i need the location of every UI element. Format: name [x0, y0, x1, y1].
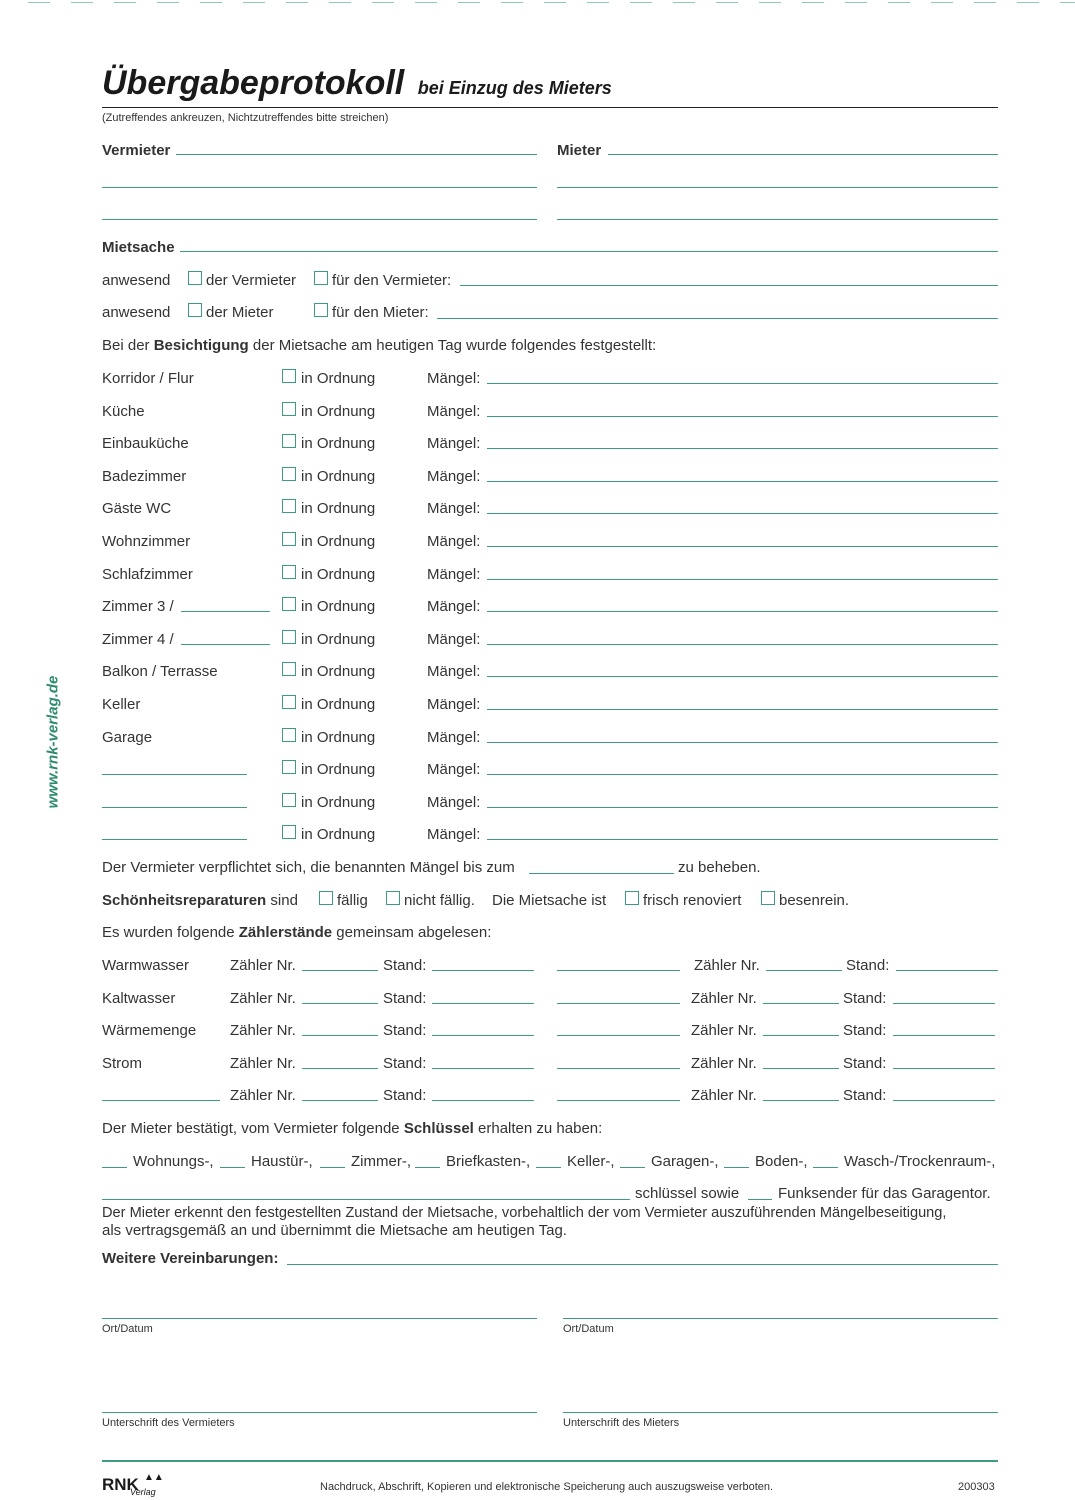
mietsache-label: Mietsache	[102, 239, 175, 256]
cut-dash	[802, 2, 824, 3]
key-count-line[interactable]	[415, 1167, 440, 1168]
cut-dash	[716, 2, 738, 3]
repair-date-line[interactable]	[529, 873, 674, 874]
maengel-label: Mängel:	[427, 696, 481, 713]
key-count-line[interactable]	[220, 1167, 245, 1168]
cut-dash	[329, 2, 351, 3]
zaehler-label: Zähler Nr.	[230, 1054, 296, 1072]
maengel-label: Mängel:	[427, 435, 481, 453]
in-ordnung-label: in Ordnung	[301, 500, 376, 518]
ort-datum-label-mieter: Ort/Datum	[563, 1323, 614, 1335]
in-ordnung-checkbox[interactable]	[282, 369, 296, 383]
zaehler-label-2: Zähler Nr.	[691, 1054, 757, 1072]
zaehler-line-2[interactable]	[763, 1003, 839, 1004]
mieter-line-3[interactable]	[557, 219, 998, 220]
in-ordnung-label: in Ordnung	[301, 370, 376, 387]
meter-name-line-2[interactable]	[557, 970, 680, 971]
in-ordnung-checkbox[interactable]	[282, 695, 296, 709]
key-label: Wasch-/Trockenraum-,	[844, 1153, 996, 1170]
maengel-line[interactable]	[487, 416, 998, 417]
in-ordnung-checkbox[interactable]	[282, 565, 296, 579]
in-ordnung-label: in Ordnung	[301, 598, 376, 616]
title-text: Übergabeprotokoll	[102, 64, 405, 102]
cut-dash	[587, 2, 609, 3]
stand-line[interactable]	[432, 970, 534, 971]
fuer-mieter-line[interactable]	[437, 318, 998, 319]
room-custom-line[interactable]	[102, 839, 247, 840]
maengel-label: Mängel:	[427, 533, 481, 550]
nicht-faellig-checkbox[interactable]	[386, 891, 400, 905]
cut-dash	[415, 2, 437, 3]
room-label: Schlafzimmer	[102, 565, 193, 583]
intro-pre: Bei der	[102, 337, 154, 354]
weitere-line[interactable]	[287, 1264, 998, 1265]
vermieter-line-3[interactable]	[102, 219, 537, 220]
in-ordnung-label: in Ordnung	[301, 565, 376, 583]
zaehler-line[interactable]	[302, 1068, 378, 1069]
besenrein-label: besenrein.	[779, 892, 850, 909]
maengel-label: Mängel:	[427, 467, 481, 485]
maengel-line[interactable]	[487, 644, 998, 645]
stand-line[interactable]	[432, 1068, 534, 1069]
maengel-line[interactable]	[487, 513, 998, 514]
logo-arrow-icon: ▲▲	[144, 1472, 164, 1483]
cut-dash	[845, 2, 867, 3]
anwesend-label-1: anwesend	[102, 272, 171, 289]
in-ordnung-label: in Ordnung	[301, 696, 376, 713]
room-label: Korridor / Flur	[102, 370, 194, 387]
key-count-line[interactable]	[620, 1167, 645, 1168]
cut-dash	[243, 2, 265, 3]
maengel-label: Mängel:	[427, 663, 481, 681]
signature-label-mieter: Unterschrift des Mieters	[563, 1417, 680, 1429]
ort-datum-label-vermieter: Ort/Datum	[102, 1323, 153, 1335]
zaehler-line[interactable]	[302, 1003, 378, 1004]
room-label: Zimmer 3 /	[102, 598, 174, 616]
stand-line-2[interactable]	[893, 1035, 995, 1036]
cut-dash	[759, 2, 781, 3]
in-ordnung-label: in Ordnung	[301, 630, 376, 648]
anwesend-vermieter-checkbox[interactable]	[188, 271, 202, 285]
cut-dash	[673, 2, 695, 3]
fuer-vermieter-checkbox[interactable]	[314, 271, 328, 285]
maengel-label: Mängel:	[427, 402, 481, 420]
maengel-line[interactable]	[487, 481, 998, 482]
maengel-label: Mängel:	[427, 761, 481, 779]
stand-line-2[interactable]	[896, 970, 998, 971]
room-label: Küche	[102, 402, 145, 420]
zaehler-label-2: Zähler Nr.	[691, 1022, 757, 1040]
maengel-label: Mängel:	[427, 370, 481, 387]
zaehler-line-2[interactable]	[763, 1068, 839, 1069]
frisch-renoviert-label: frisch renoviert	[643, 892, 742, 909]
maengel-label: Mängel:	[427, 793, 481, 811]
zaehler-label-2: Zähler Nr.	[694, 957, 760, 974]
weitere-label: Weitere Vereinbarungen:	[102, 1250, 279, 1267]
zaehler-label-2: Zähler Nr.	[691, 1087, 757, 1105]
in-ordnung-label: in Ordnung	[301, 435, 376, 453]
cut-dash	[286, 2, 308, 3]
keys-intro-post: erhalten zu haben:	[473, 1120, 603, 1137]
funksender-label: Funksender für das Garagentor.	[778, 1185, 991, 1202]
signature-line-mieter[interactable]	[563, 1412, 998, 1413]
mieter-line-1[interactable]	[608, 154, 998, 155]
cut-dash	[71, 2, 93, 3]
maengel-label: Mängel:	[427, 598, 481, 616]
room-extra-line[interactable]	[181, 611, 270, 612]
key-label: Boden-,	[755, 1153, 808, 1170]
in-ordnung-checkbox[interactable]	[282, 793, 296, 807]
vermieter-line-2[interactable]	[102, 187, 537, 188]
in-ordnung-checkbox[interactable]	[282, 728, 296, 742]
key-label: Zimmer-,	[351, 1153, 411, 1170]
room-label: Gäste WC	[102, 500, 172, 518]
stand-label: Stand:	[383, 1054, 427, 1072]
cut-dash	[630, 2, 652, 3]
copyright-notice: Nachdruck, Abschrift, Kopieren und elektronische Speicherung auch auszugsweise verboten.	[320, 1481, 774, 1493]
meters-intro-pre: Es wurden folgende	[102, 924, 239, 941]
maengel-line[interactable]	[487, 676, 998, 677]
cut-dash	[372, 2, 394, 3]
fuer-mieter-label: für den Mieter:	[332, 304, 429, 321]
faellig-label: fällig	[337, 892, 368, 909]
key-count-line[interactable]	[536, 1167, 561, 1168]
key-count-line[interactable]	[320, 1167, 345, 1168]
mieter-line-2[interactable]	[557, 187, 998, 188]
maengel-line[interactable]	[487, 579, 998, 580]
stand-label-2: Stand:	[843, 989, 887, 1007]
meters-intro	[102, 924, 491, 942]
in-ordnung-checkbox[interactable]	[282, 532, 296, 546]
meter-name-line-2[interactable]	[557, 1035, 680, 1036]
key-count-line[interactable]	[724, 1167, 749, 1168]
schoen-label	[102, 892, 298, 910]
other-keys-line[interactable]	[102, 1199, 630, 1200]
in-ordnung-label: in Ordnung	[301, 402, 376, 420]
cut-dash	[1060, 2, 1075, 3]
key-label: Haustür-,	[251, 1153, 313, 1170]
stand-label-2: Stand:	[843, 1054, 887, 1072]
nicht-faellig-label: nicht fällig.	[404, 892, 475, 909]
stand-label-2: Stand:	[843, 1087, 887, 1105]
vermieter-line-1[interactable]	[176, 154, 537, 155]
room-label: Einbauküche	[102, 435, 189, 453]
room-label: Keller	[102, 696, 141, 713]
schoen-bold: Schönheitsreparaturen	[102, 892, 267, 909]
ort-datum-line-vermieter[interactable]	[102, 1318, 537, 1319]
acknowledge-line-1: Der Mieter erkennt den festgestellten Zustand der Mietsache, vorbehaltlich der vom Vermieter auszuführenden Mängelbeseitigung,	[102, 1205, 947, 1221]
maengel-label: Mängel:	[427, 728, 481, 746]
meters-intro-post: gemeinsam abgelesen:	[332, 924, 492, 941]
meter-name-line-2[interactable]	[557, 1068, 680, 1069]
cut-dash	[931, 2, 953, 3]
key-label: Wohnungs-,	[133, 1153, 214, 1170]
in-ordnung-checkbox[interactable]	[282, 597, 296, 611]
mietsache-ist-label: Die Mietsache ist	[492, 892, 607, 909]
in-ordnung-label: in Ordnung	[301, 467, 376, 485]
subtitle-text: bei Einzug des Mieters	[417, 78, 612, 98]
schoen-sind: sind	[270, 892, 298, 909]
key-count-line[interactable]	[813, 1167, 838, 1168]
key-label: Briefkasten-,	[446, 1153, 531, 1170]
maengel-label: Mängel:	[427, 826, 481, 844]
maengel-line[interactable]	[487, 807, 998, 808]
in-ordnung-checkbox[interactable]	[282, 499, 296, 513]
stand-line-2[interactable]	[893, 1003, 995, 1004]
zaehler-line-2[interactable]	[766, 970, 842, 971]
room-custom-line[interactable]	[102, 807, 247, 808]
repair-post: zu beheben.	[678, 859, 761, 876]
in-ordnung-checkbox[interactable]	[282, 825, 296, 839]
maengel-label: Mängel:	[427, 565, 481, 583]
in-ordnung-checkbox[interactable]	[282, 760, 296, 774]
maengel-line[interactable]	[487, 611, 998, 612]
keys-intro	[102, 1120, 602, 1138]
signature-label-vermieter: Unterschrift des Vermieters	[102, 1417, 235, 1429]
mietsache-line[interactable]	[180, 251, 998, 252]
room-custom-line[interactable]	[102, 774, 247, 775]
room-label: Badezimmer	[102, 467, 187, 485]
zaehler-line[interactable]	[302, 1100, 378, 1101]
keys-intro-pre: Der Mieter bestätigt, vom Vermieter folgende	[102, 1120, 404, 1137]
rnk-logo	[102, 1472, 164, 1497]
maengel-line[interactable]	[487, 709, 998, 710]
ort-datum-line-mieter[interactable]	[563, 1318, 998, 1319]
meter-label: Wärmemenge	[102, 1022, 197, 1040]
acknowledge-line-2: als vertragsgemäß an und übernimmt die Mietsache am heutigen Tag.	[102, 1222, 567, 1239]
zaehler-line-2[interactable]	[763, 1100, 839, 1101]
cut-dash	[28, 2, 50, 3]
side-url: www.rnk-verlag.de	[44, 675, 62, 809]
meter-label: Kaltwasser	[102, 989, 176, 1007]
meter-label: Warmwasser	[102, 957, 189, 974]
in-ordnung-label: in Ordnung	[301, 793, 376, 811]
room-extra-line[interactable]	[181, 644, 270, 645]
meter-label: Strom	[102, 1054, 143, 1072]
maengel-label: Mängel:	[427, 500, 481, 518]
maengel-line[interactable]	[487, 383, 998, 384]
stand-line[interactable]	[432, 1035, 534, 1036]
zaehler-label: Zähler Nr.	[230, 989, 296, 1007]
cut-dash	[1017, 2, 1039, 3]
cut-dash	[157, 2, 179, 3]
page-title	[102, 64, 612, 103]
zaehler-label: Zähler Nr.	[230, 1022, 296, 1040]
cut-dash	[974, 2, 996, 3]
key-label: Keller-,	[567, 1153, 615, 1170]
meter-custom-line[interactable]	[102, 1100, 220, 1101]
instruction-note: (Zutreffendes ankreuzen, Nichtzutreffendes bitte streichen)	[102, 112, 389, 124]
stand-label: Stand:	[383, 989, 427, 1007]
stand-label: Stand:	[383, 1022, 427, 1040]
zaehler-line[interactable]	[302, 970, 378, 971]
cut-dash	[114, 2, 136, 3]
stand-line[interactable]	[432, 1100, 534, 1101]
stand-line-2[interactable]	[893, 1100, 995, 1101]
anwesend-label-2: anwesend	[102, 304, 171, 321]
room-label: Balkon / Terrasse	[102, 663, 218, 681]
room-label: Wohnzimmer	[102, 533, 191, 550]
cut-dash	[200, 2, 222, 3]
maengel-line[interactable]	[487, 742, 998, 743]
in-ordnung-label: in Ordnung	[301, 826, 376, 844]
der-mieter-label: der Mieter	[206, 304, 274, 321]
stand-line[interactable]	[432, 1003, 534, 1004]
zaehler-line[interactable]	[302, 1035, 378, 1036]
maengel-line[interactable]	[487, 448, 998, 449]
vermieter-label: Vermieter	[102, 142, 171, 159]
logo-sub-text: Verlag	[130, 1487, 156, 1497]
besenrein-checkbox[interactable]	[761, 891, 775, 905]
der-vermieter-label: der Vermieter	[206, 272, 297, 289]
maengel-line[interactable]	[487, 839, 998, 840]
stand-label-2: Stand:	[843, 1022, 887, 1040]
cut-dash	[888, 2, 910, 3]
keys-intro-bold: Schlüssel	[403, 1120, 474, 1137]
stand-label: Stand:	[383, 957, 427, 974]
schluessel-sowie-label: schlüssel sowie	[635, 1185, 740, 1202]
cut-dash	[458, 2, 480, 3]
stand-line-2[interactable]	[893, 1068, 995, 1069]
fuer-vermieter-line[interactable]	[460, 285, 998, 286]
room-label: Garage	[102, 728, 153, 746]
signature-line-vermieter[interactable]	[102, 1412, 537, 1413]
footer-rule	[102, 1460, 998, 1462]
maengel-line[interactable]	[487, 774, 998, 775]
cut-dash	[501, 2, 523, 3]
maengel-line[interactable]	[487, 546, 998, 547]
intro-bold: Besichtigung	[153, 337, 249, 354]
maengel-label: Mängel:	[427, 630, 481, 648]
funksender-count-line[interactable]	[748, 1199, 772, 1200]
faellig-checkbox[interactable]	[319, 891, 333, 905]
frisch-renoviert-checkbox[interactable]	[625, 891, 639, 905]
mieter-label: Mieter	[557, 142, 602, 159]
form-code: 200303	[958, 1481, 995, 1493]
zaehler-label: Zähler Nr.	[230, 957, 296, 974]
intro-post: der Mietsache am heutigen Tag wurde folgendes festgestellt:	[248, 337, 657, 354]
meter-name-line-2[interactable]	[557, 1003, 680, 1004]
zaehler-label: Zähler Nr.	[230, 1087, 296, 1105]
in-ordnung-checkbox[interactable]	[282, 662, 296, 676]
zaehler-label-2: Zähler Nr.	[691, 989, 757, 1007]
zaehler-line-2[interactable]	[763, 1035, 839, 1036]
in-ordnung-checkbox[interactable]	[282, 467, 296, 481]
stand-label: Stand:	[383, 1087, 427, 1105]
title-rule	[102, 107, 998, 108]
in-ordnung-checkbox[interactable]	[282, 630, 296, 644]
fuer-mieter-checkbox[interactable]	[314, 303, 328, 317]
inspection-intro	[102, 337, 656, 355]
in-ordnung-label: in Ordnung	[301, 728, 376, 746]
cut-dash	[544, 2, 566, 3]
key-count-line[interactable]	[102, 1167, 127, 1168]
key-label: Garagen-,	[651, 1153, 719, 1170]
stand-label-2: Stand:	[846, 957, 890, 974]
meters-intro-bold: Zählerstände	[238, 924, 333, 941]
logo-text: RNK	[102, 1475, 139, 1494]
anwesend-mieter-checkbox[interactable]	[188, 303, 202, 317]
in-ordnung-label: in Ordnung	[301, 663, 376, 681]
in-ordnung-label: in Ordnung	[301, 761, 376, 779]
room-label: Zimmer 4 /	[102, 630, 174, 648]
in-ordnung-checkbox[interactable]	[282, 434, 296, 448]
in-ordnung-checkbox[interactable]	[282, 402, 296, 416]
fuer-vermieter-label: für den Vermieter:	[332, 272, 452, 289]
repair-text: Der Vermieter verpflichtet sich, die benannten Mängel bis zum	[102, 859, 515, 876]
meter-name-line-2[interactable]	[557, 1100, 680, 1101]
in-ordnung-label: in Ordnung	[301, 533, 376, 550]
